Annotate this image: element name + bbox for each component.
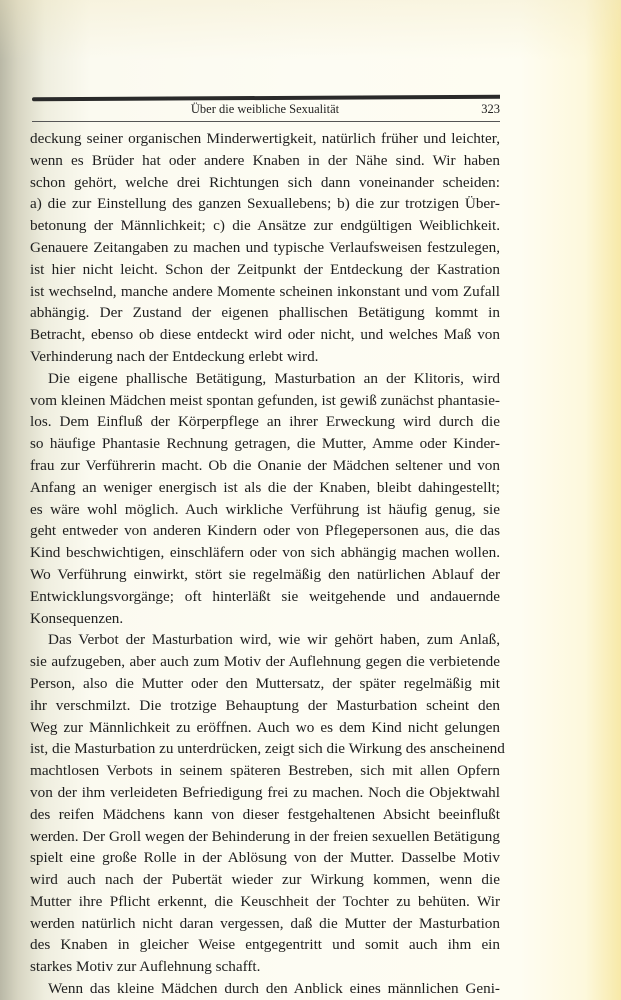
text-line: los. Dem Einfluß der Körperpflege an ihrer Erweckung wird durch die <box>30 413 500 431</box>
text-line: es wäre wohl möglich. Auch wirkliche Verführung ist häufig genug, sie <box>30 500 500 518</box>
text-line: wenn es Brüder hat oder andere Knaben in der Nähe sind. Wir haben <box>30 151 500 169</box>
text-line: Anfang an weniger energisch ist als die der Knaben, bleibt dahingestellt; <box>30 478 500 496</box>
page-shading <box>0 0 621 60</box>
text-line: Konsequenzen. <box>30 609 124 627</box>
text-line: Wo Verführung einwirkt, stört sie regelmäßig den natürlichen Ablauf der <box>30 565 500 583</box>
text-line: von der ihm verleideten Befriedigung frei zu machen. Noch die Objektwahl <box>30 783 500 801</box>
text-line: Weg zur Männlichkeit zu eröffnen. Auch wo es dem Kind nicht gelungen <box>30 718 500 736</box>
text-line: Mutter ihre Pflicht erkennt, die Keuschheit der Tochter zu behüten. Wir <box>30 892 500 910</box>
header-rule-thin <box>32 121 500 122</box>
text-line: so häufige Phantasie Rechnung getragen, die Mutter, Amme oder Kinder- <box>30 435 500 453</box>
text-line: wird auch nach der Pubertät wieder zur Wirkung kommen, wenn die <box>30 871 500 889</box>
text-line: sie aufzugeben, aber auch zum Motiv der Auflehnung gegen die verbietende <box>30 653 500 671</box>
text-line: Wenn das kleine Mädchen durch den Anblick eines männlichen Geni- <box>48 980 500 998</box>
body-text <box>30 128 505 1000</box>
text-line: betonung der Männlichkeit; c) die Ansätze zur endgültigen Weiblichkeit. <box>30 217 500 235</box>
text-line: deckung seiner organischen Minderwertigkeit, natürlich früher und leichter, <box>30 130 500 147</box>
text-line: werden. Der Groll wegen der Behinderung in der freien sexuellen Betätigung <box>30 827 500 845</box>
text-line: geht entweder von anderen Kindern oder von Pflegepersonen aus, die das <box>30 522 500 540</box>
text-line: werden natürlich nicht daran vergessen, daß die Mutter der Masturbation <box>30 914 500 932</box>
text-line: Verhinderung nach der Entdeckung erlebt wird. <box>30 347 319 365</box>
text-line: ihr verschmilzt. Die trotzige Behauptung der Masturbation scheint den <box>30 696 500 714</box>
text-line: Kind beschwichtigen, einschläfern oder von sich abhängig machen wollen. <box>30 544 500 562</box>
text-line: abhängig. Der Zustand der eigenen phallischen Betätigung kommt in <box>30 304 500 322</box>
text-line: frau zur Verführerin macht. Ob die Onanie der Mädchen seltener und von <box>30 456 500 474</box>
text-line: des reifen Mädchens kann von dieser festgehaltenen Absicht beeinflußt <box>30 805 500 823</box>
text-line: ist hier nicht leicht. Schon der Zeitpunkt der Entdeckung der Kastration <box>30 260 500 278</box>
text-line: machtlosen Verbots in seinem späteren Bestreben, sich mit allen Opfern <box>30 762 500 780</box>
text-line: ist, die Masturbation zu unterdrücken, zeigt sich die Wirkung des anscheinend <box>30 740 505 758</box>
running-header <box>30 101 500 119</box>
text-line: Das Verbot der Masturbation wird, wie wir gehört haben, zum Anlaß, <box>48 631 500 649</box>
text-line: des Knaben in gleicher Weise entgegentritt und somit auch ihm ein <box>30 936 500 954</box>
text-line: Die eigene phallische Betätigung, Masturbation an der Klitoris, wird <box>48 369 500 387</box>
text-line: Genauere Zeitangaben zu machen und typische Verlaufsweisen festzulegen, <box>30 238 500 256</box>
page-number: 323 <box>481 102 500 116</box>
text-line: Person, also die Mutter oder den Muttersatz, der später regelmäßig mit <box>30 674 500 692</box>
running-title: Über die weibliche Sexualität <box>190 102 340 116</box>
text-line: Betracht, ebenso ob diese entdeckt wird oder nicht, und welches Maß von <box>30 326 500 344</box>
text-line: vom kleinen Mädchen meist spontan gefunden, ist gewiß zunächst phantasie- <box>30 391 500 409</box>
text-line: ist wechselnd, manche andere Momente scheinen inkonstant und vom Zufall <box>30 282 500 300</box>
text-line: schon gehört, welche drei Richtungen sich dann voneinander scheiden: <box>30 173 500 191</box>
text-line: a) die zur Einstellung des ganzen Sexuallebens; b) die zur trotzigen Über- <box>30 195 500 213</box>
text-line: starkes Motiv zur Auflehnung schafft. <box>30 958 261 976</box>
text-line: spielt eine große Rolle in der Ablösung von der Mutter. Dasselbe Motiv <box>30 849 500 867</box>
text-line: Entwicklungsvorgänge; oft hinterläßt sie weitgehende und andauernde <box>30 587 500 605</box>
